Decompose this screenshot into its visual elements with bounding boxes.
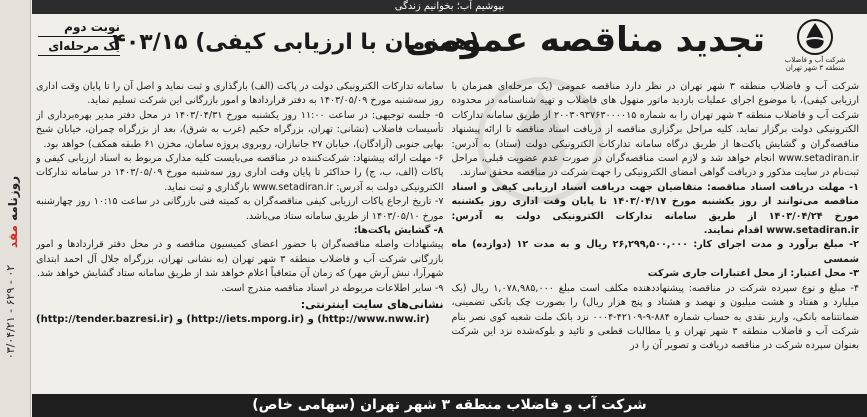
item-8: پیشنهادات واصله مناقصه‌گران با حضور اعضای کمیسیون مناقصه و در محل دفتر قراردادها و امور بازرگانی شرکت آب و فاضلاب منطقه ۳ شهر تهران (به نشانی تهران، بزرگراه جلال آل احمد ابتدای شهرآرا، نبش آرش مهر) که زمان آن متعاقباً اعلام خواهد شد از طریق سامانه ستاد گشایش خواهد شد. <box>36 239 444 280</box>
side-strip <box>0 0 31 417</box>
right-column <box>452 80 860 385</box>
item-7: ۷- تاریخ ارجاع پاکات ارزیابی کیفی مناقصه‌گران به کمیته فنی بازرگانی در ساعت ۱۰:۱۵ روز چهارشنبه مورخ ۱۴۰۳/۰۵/۱۰ از طریق سامانه ستاد می‌باشد. <box>36 196 444 222</box>
logo-caption-1: شرکت آب و فاضلاب <box>784 56 846 64</box>
header <box>34 16 861 76</box>
item-4: ۴- مبلغ و نوع سپرده شرکت در مناقصه: پیشنهاددهنده مکلف است مبلغ ۱,۰۷۸,۹۸۵,۰۰۰ ریال (یک میلیارد و هفتاد و هشت میلیون و نهصد و هشتاد و پنج هزار ریال) را بصورت چک بانکی تضمینی، ضمانتنامه بانکی، واریز نقدی به حساب شماره ۸۸۴-۹-۴۲۱۰۹-۰۰۰۴ نزد بانک ملت شعبه کوی نصر بنام شرکت آب و فاضلاب منطقه ۳ شهر تهران و یا مطالبات قطعی و تائید و بلوکه‌شده نزد این شرکت بعنوان سپرده شرکت در مناقصه دریافت و تصویر آن را در <box>451 282 859 352</box>
publication-accent: مقد <box>6 225 20 249</box>
logo-caption-2: منطقه ۳ شهر تهران <box>785 64 845 72</box>
item-2: ۲- مبلغ برآورد و مدت اجرای کار: ۲۶,۲۹۹,۵۰۰,۰۰۰ ریال و به مدت ۱۲ (دوازده) ماه شمسی <box>451 239 859 265</box>
round-number: نوبت دوم <box>38 18 120 37</box>
side-date: ۰۳/۰۴/۲۱ - ۶۲۹ - ۰۲ <box>4 264 17 360</box>
item-1: ۱- مهلت دریافت اسناد مناقصه: متقاضیان جهت دریافت اسناد ارزیابی کیفی و اسناد مناقصه می‌توانند از روز یکشنبه مورخ ۱۴۰۳/۰۴/۱۷ تا پایان وقت اداری روز یکشنبه مورخ ۱۴۰۳/۰۴/۲۴ از طریق سامانه تدارکات الکترونیکی دولت به آدرس: www.setadiran.ir اقدام نمایند. <box>451 181 859 237</box>
intro-paragraph: شرکت آب و فاضلاب منطقه ۳ شهر تهران در نظر دارد مناقصه عمومی (یک مرحله‌ای همزمان با ارزیابی کیفی)، با موضوع اجرای عملیات بازدید ماتور منهول های فاضلاب و تهیه شناسنامه در محدوده شرکت آب و فاضلاب منطقه ۳ شهر تهران را به شماره ۲۰۰۳۰۹۳۷۶۳۰۰۰۰۱۵ از طریق سامانه تدارکات الکترونیکی دولت برگزار نماید. کلیه مراحل برگزاری مناقصه از دریافت اسناد مناقصه تا ارائه پیشنهاد مناقصه‌گران و گشایش پاکت‌ها از طریق درگاه سامانه تدارکات الکترونیکی دولت (ستاد) به آدرس: www.setadiran.ir انجام خواهد شد و لازم است مناقصه‌گران در صورت عدم عضویت قبلی، مراحل ثبت‌نام در سایت مذکور و دریافت گواهی امضای الکترونیکی را جهت شرکت در مناقصه محقق سازند. <box>451 81 859 179</box>
page-title: تجدید مناقصه عمومی <box>405 20 765 60</box>
item-6: ۶- مهلت ارائه پیشنهاد: شرکت‌کننده در مناقصه می‌بایست کلیه مدارک مربوط به اسناد ارزیابی کیفی و پاکات (الف، ب، ج) را حداکثر تا پایان وقت اداری روز سه‌شنبه مورخ ۱۴۰۳/۰۵/۰۹ در سامانه تدارکات الکترونیکی دولت به آدرس: www.setadiran.ir بارگذاری و ثبت نماید. <box>36 153 444 193</box>
company-logo <box>775 18 855 74</box>
notice-body <box>36 80 859 385</box>
round-type: یک مرحله‌ای <box>38 37 120 56</box>
item-3: ۳- محل اعتبار: از محل اعتبارات جاری شرکت <box>647 268 859 280</box>
footer-company-name: شرکت آب و فاضلاب منطقه ۳ شهر تهران (سهامی خاص) <box>32 394 867 417</box>
water-drop-icon <box>793 18 837 56</box>
page-subtitle: (همزمان با ارزیابی کیفی) ۴۰۳/۱۵ <box>112 30 479 55</box>
left-column <box>36 80 444 385</box>
publication-prefix: روزنامه <box>6 175 20 226</box>
round-info <box>38 18 120 56</box>
item-5: ۵- جلسه توجیهی: در ساعت ۱۱:۰۰ روز یکشنبه مورخ ۱۴۰۳/۰۴/۳۱ در محل دفتر مدیر بهره‌برداری از تأسیسات فاضلاب (نشانی: تهران، بزرگراه حکیم (غرب به شرق)، بعد از بزرگراه چمران، خیابان شیخ بهایی جنوبی (آزادگان)، خیابان ۲۷ جانبازان، روبروی پروژه سامان، مخزن ۶۱ طبقه همکف) خواهد بود. <box>36 109 444 150</box>
item-9: ۹- سایر اطلاعات مربوطه در اسناد مناقصه مندرج است. <box>221 282 444 294</box>
item-8-heading: ۸- گشایش پاکت‌ها: <box>353 225 444 237</box>
lead-paragraph: سامانه تدارکات الکترونیکی دولت در پاکت (الف) بارگذاری و ثبت نماید و اصل آن را تا پایان وقت اداری روز سه‌شنبه مورخ ۱۴۰۳/۰۵/۰۹ به دفتر قراردادها و امور بازرگانی این شرکت تسلیم نماید. <box>36 81 444 107</box>
top-banner: بپوشیم آب؛ بخوانیم زندگی <box>32 0 867 14</box>
sites-links[interactable]: (http://tender.bazresi.ir) و (http://iets.mporg.ir) و (http://www.nww.ir) <box>36 313 430 325</box>
sites-heading: نشانی‌های سایت اینترنتی: <box>300 298 444 312</box>
